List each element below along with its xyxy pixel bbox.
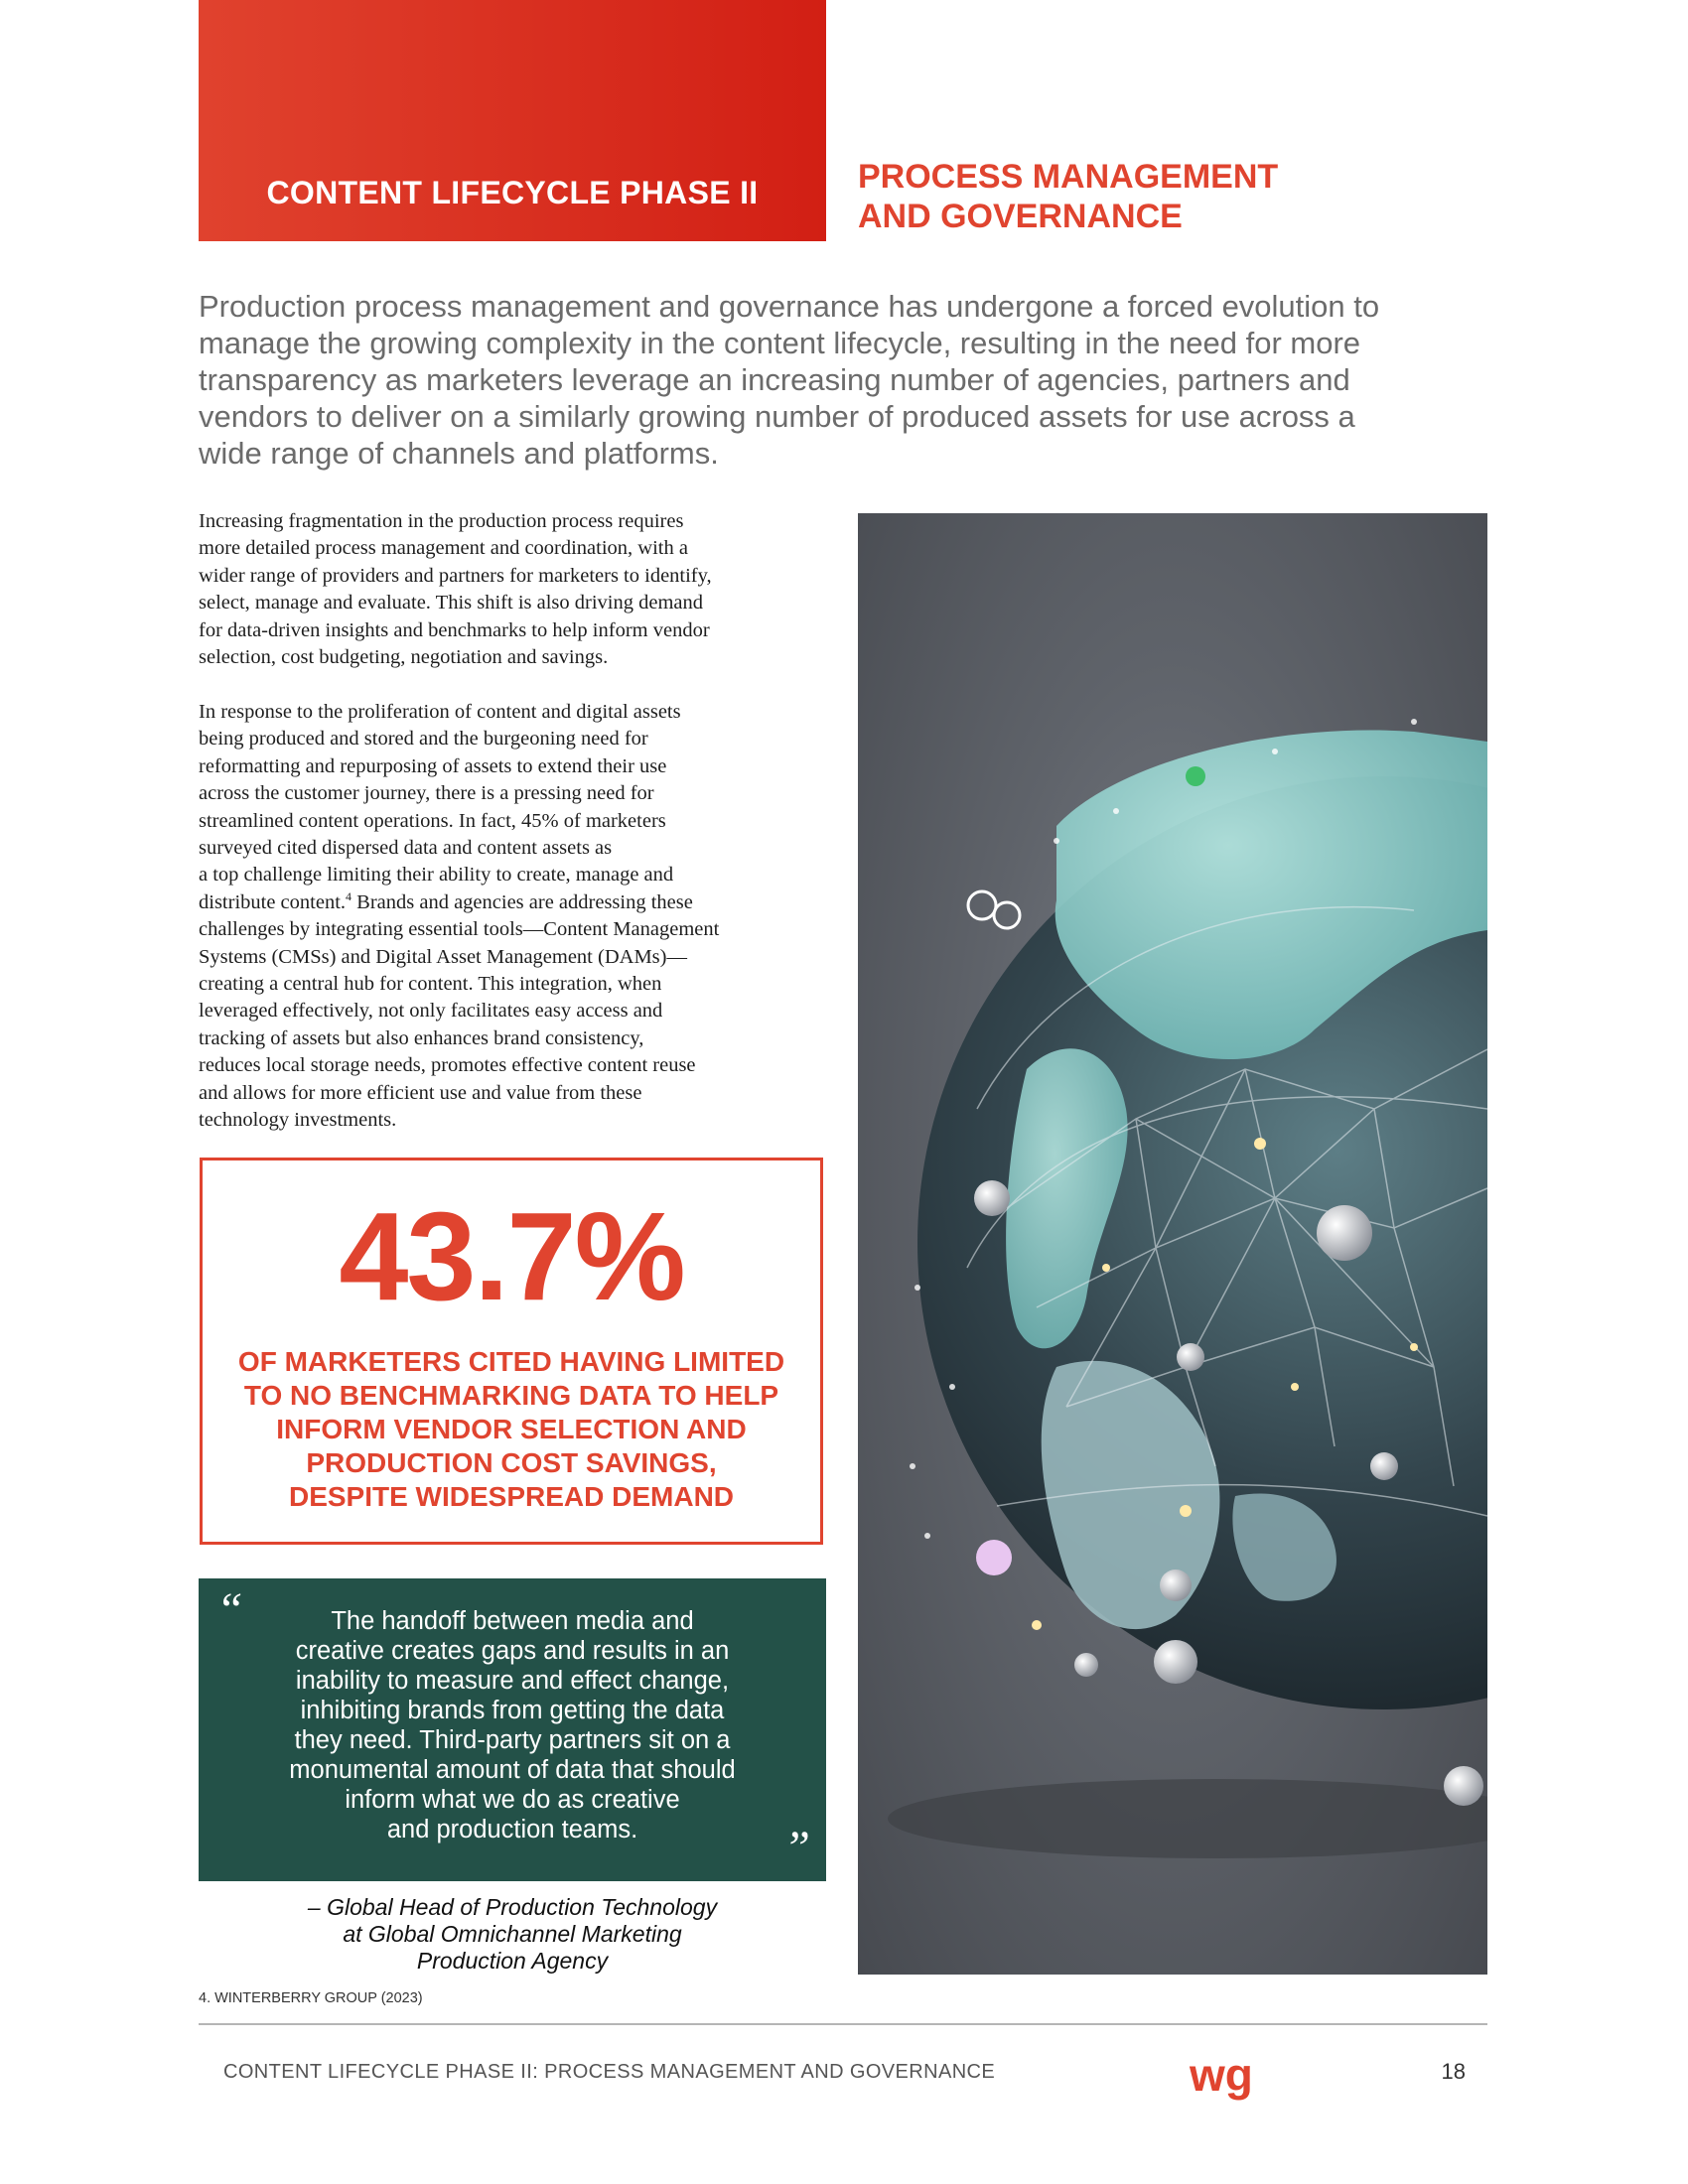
footnote: 4. WINTERBERRY GROUP (2023) (199, 1990, 423, 2006)
globe-network-image (858, 513, 1487, 1975)
body-line: reformatting and repurposing of assets to extend their use (199, 754, 667, 777)
body-line-start: distribute content. (199, 890, 347, 913)
body-line: more detailed process management and coordination, with a (199, 537, 688, 560)
lead-line: wide range of channels and platforms. (199, 436, 719, 471)
lead-paragraph (199, 288, 1489, 472)
body-line: for data-driven insights and benchmarks to help inform vendor (199, 618, 710, 641)
body-line: challenges by integrating essential tools—Content Management (199, 918, 720, 941)
footer-divider (199, 2023, 1487, 2025)
body-line: selection, cost budgeting, negotiation and savings. (199, 646, 609, 669)
quote-line: they need. Third-party partners sit on a (294, 1726, 731, 1754)
body-line: wider range of providers and partners for marketers to identify, (199, 564, 712, 587)
close-quote-mark: ” (783, 1822, 810, 1874)
lead-line: manage the growing complexity in the content lifecycle, resulting in the need for more (199, 326, 1361, 360)
body-line: leveraged effectively, not only facilitates easy access and (199, 1000, 663, 1023)
stat-value: 43.7% (339, 1186, 684, 1326)
quote-text (238, 1606, 786, 1844)
quote-line: inability to measure and effect change, (295, 1667, 730, 1695)
stat-caption (203, 1345, 820, 1514)
quote-line: monumental amount of data that should (289, 1756, 736, 1784)
section-title-line: PROCESS MANAGEMENT (858, 158, 1279, 196)
body-line: streamlined content operations. In fact, 45% of marketers (199, 809, 666, 832)
body-line-end: Brands and agencies are addressing these (352, 890, 693, 913)
body-line: tracking of assets but also enhances brand consistency, (199, 1026, 644, 1049)
body-line: select, manage and evaluate. This shift is also driving demand (199, 592, 703, 614)
attribution-line: Production Agency (416, 1948, 609, 1974)
body-line: surveyed cited dispersed data and content assets as (199, 837, 613, 860)
stat-caption-line: DESPITE WIDESPREAD DEMAND (288, 1481, 735, 1512)
quote-line: inform what we do as creative (345, 1786, 680, 1814)
quote-line: The handoff between media and (331, 1607, 694, 1635)
body-line: creating a central hub for content. This integration, when (199, 973, 662, 996)
section-title-line: AND GOVERNANCE (858, 198, 1183, 235)
wg-logo (1188, 2051, 1259, 2107)
pull-quote (199, 1578, 826, 1881)
globe-illustration (858, 513, 1487, 1975)
body-line: Increasing fragmentation in the production process requires (199, 510, 684, 532)
stat-caption-line: INFORM VENDOR SELECTION AND (276, 1414, 747, 1444)
page-number: 18 (1441, 2059, 1466, 2084)
quote-line: and production teams. (386, 1816, 638, 1843)
body-line: and allows for more efficient use and value from these (199, 1081, 642, 1104)
footnote-reference: 4 (346, 889, 352, 904)
lead-line: vendors to deliver on a similarly growing number of produced assets for use across a (199, 399, 1355, 434)
quote-attribution (199, 1894, 826, 1975)
stat-caption-line: TO NO BENCHMARKING DATA TO HELP (243, 1380, 779, 1411)
body-line: reduces local storage needs, promotes effective content reuse (199, 1054, 696, 1077)
attribution-line: at Global Omnichannel Marketing (343, 1921, 682, 1947)
body-line (199, 889, 834, 916)
stat-caption-line: OF MARKETERS CITED HAVING LIMITED (237, 1346, 785, 1377)
footer-label: CONTENT LIFECYCLE PHASE II: PROCESS MANAGEMENT AND GOVERNANCE (223, 2061, 996, 2083)
stat-caption-line: PRODUCTION COST SAVINGS, (306, 1447, 717, 1478)
body-line: a top challenge limiting their ability to create, manage and (199, 864, 674, 887)
body-line: across the customer journey, there is a pressing need for (199, 782, 654, 805)
header-banner (199, 0, 826, 241)
attribution-line: – Global Head of Production Technology (307, 1894, 718, 1920)
body-line: technology investments. (199, 1109, 397, 1132)
section-title (858, 157, 1354, 236)
open-quote-mark: “ (216, 1583, 243, 1636)
quote-line: inhibiting brands from getting the data (300, 1697, 725, 1724)
body-line: being produced and stored and the burgeoning need for (199, 728, 648, 751)
lead-line: transparency as marketers leverage an increasing number of agencies, partners and (199, 362, 1350, 397)
banner-title: CONTENT LIFECYCLE PHASE II (266, 175, 759, 210)
stat-callout (200, 1158, 823, 1545)
body-line: In response to the proliferation of content and digital assets (199, 701, 681, 723)
body-line: Systems (CMSs) and Digital Asset Management (DAMs)— (199, 945, 687, 968)
lead-line: Production process management and governance has undergone a forced evolution to (199, 289, 1380, 324)
quote-line: creative creates gaps and results in an (295, 1637, 730, 1665)
body-paragraph-2 (199, 699, 834, 1135)
body-paragraph-1 (199, 508, 834, 671)
logo-text: wg (1190, 2051, 1253, 2101)
